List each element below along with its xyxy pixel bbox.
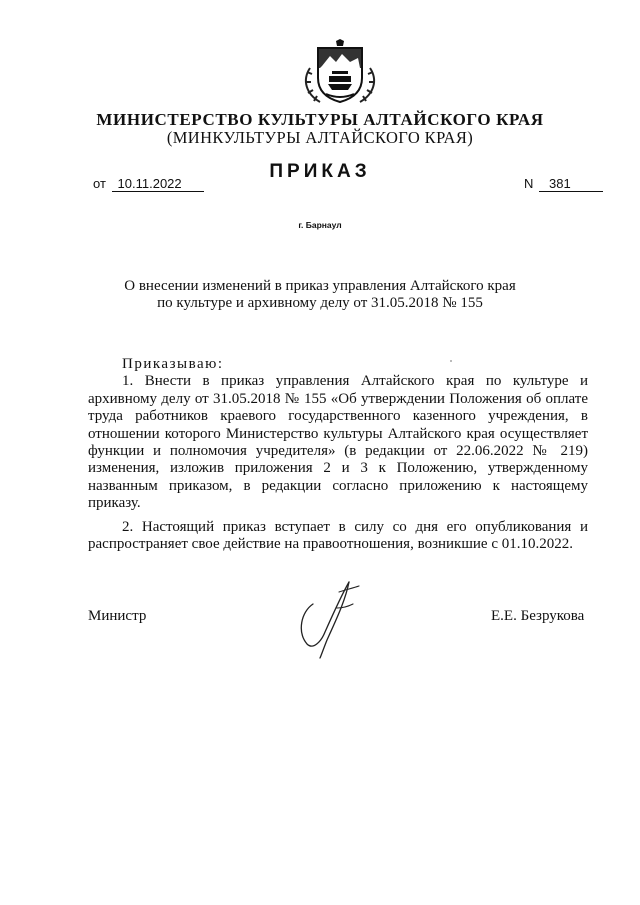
signatory-name: Е.Е. Безрукова — [491, 608, 585, 624]
document-type-title: ПРИКАЗ — [269, 161, 371, 182]
ministry-short-name: (МИНКУЛЬТУРЫ АЛТАЙСКОГО КРАЯ) — [166, 128, 474, 147]
city-name: г. Барнаул — [298, 220, 342, 230]
date-prefix: от — [93, 176, 106, 191]
order-item-2: 2. Настоящий приказ вступает в силу со дня его опубликования и распространяет свое действие на правоотношения, возникшие с 01.10.2022. — [88, 518, 588, 553]
coat-of-arms-emblem — [298, 38, 382, 106]
order-number: 381 — [539, 176, 603, 192]
handwritten-signature — [293, 578, 363, 660]
order-date-line — [93, 176, 204, 192]
order-subject — [120, 278, 520, 312]
decree-word: Приказываю: — [122, 356, 224, 372]
order-number-line — [524, 176, 603, 192]
order-date: 10.11.2022 — [112, 176, 204, 192]
order-item-1: 1. Внести в приказ управления Алтайского края по культуре и архивному делу от 31.05.2018 № 155 «Об утверждении Положения об оплате труда работников краевого государственного казенного учреждения, в отношении которого Министерство культуры Алтайского края осуществляет функции и полномочия учредителя» (в редакции от 22.06.2022 № 219) изменения, изложив приложения 2 и 3 к Положению, утвержденному названным приказом, в редакции согласно приложению к настоящему приказу. — [88, 373, 588, 512]
ministry-name: МИНИСТЕРСТВО КУЛЬТУРЫ АЛТАЙСКОГО КРАЯ — [96, 110, 544, 129]
number-prefix: N — [524, 176, 534, 191]
signatory-position: Министр — [88, 608, 147, 624]
subject-line: по культуре и архивному делу от 31.05.2018 № 155 — [157, 295, 483, 311]
subject-line: О внесении изменений в приказ управления Алтайского края — [124, 278, 516, 294]
order-body — [88, 356, 588, 553]
